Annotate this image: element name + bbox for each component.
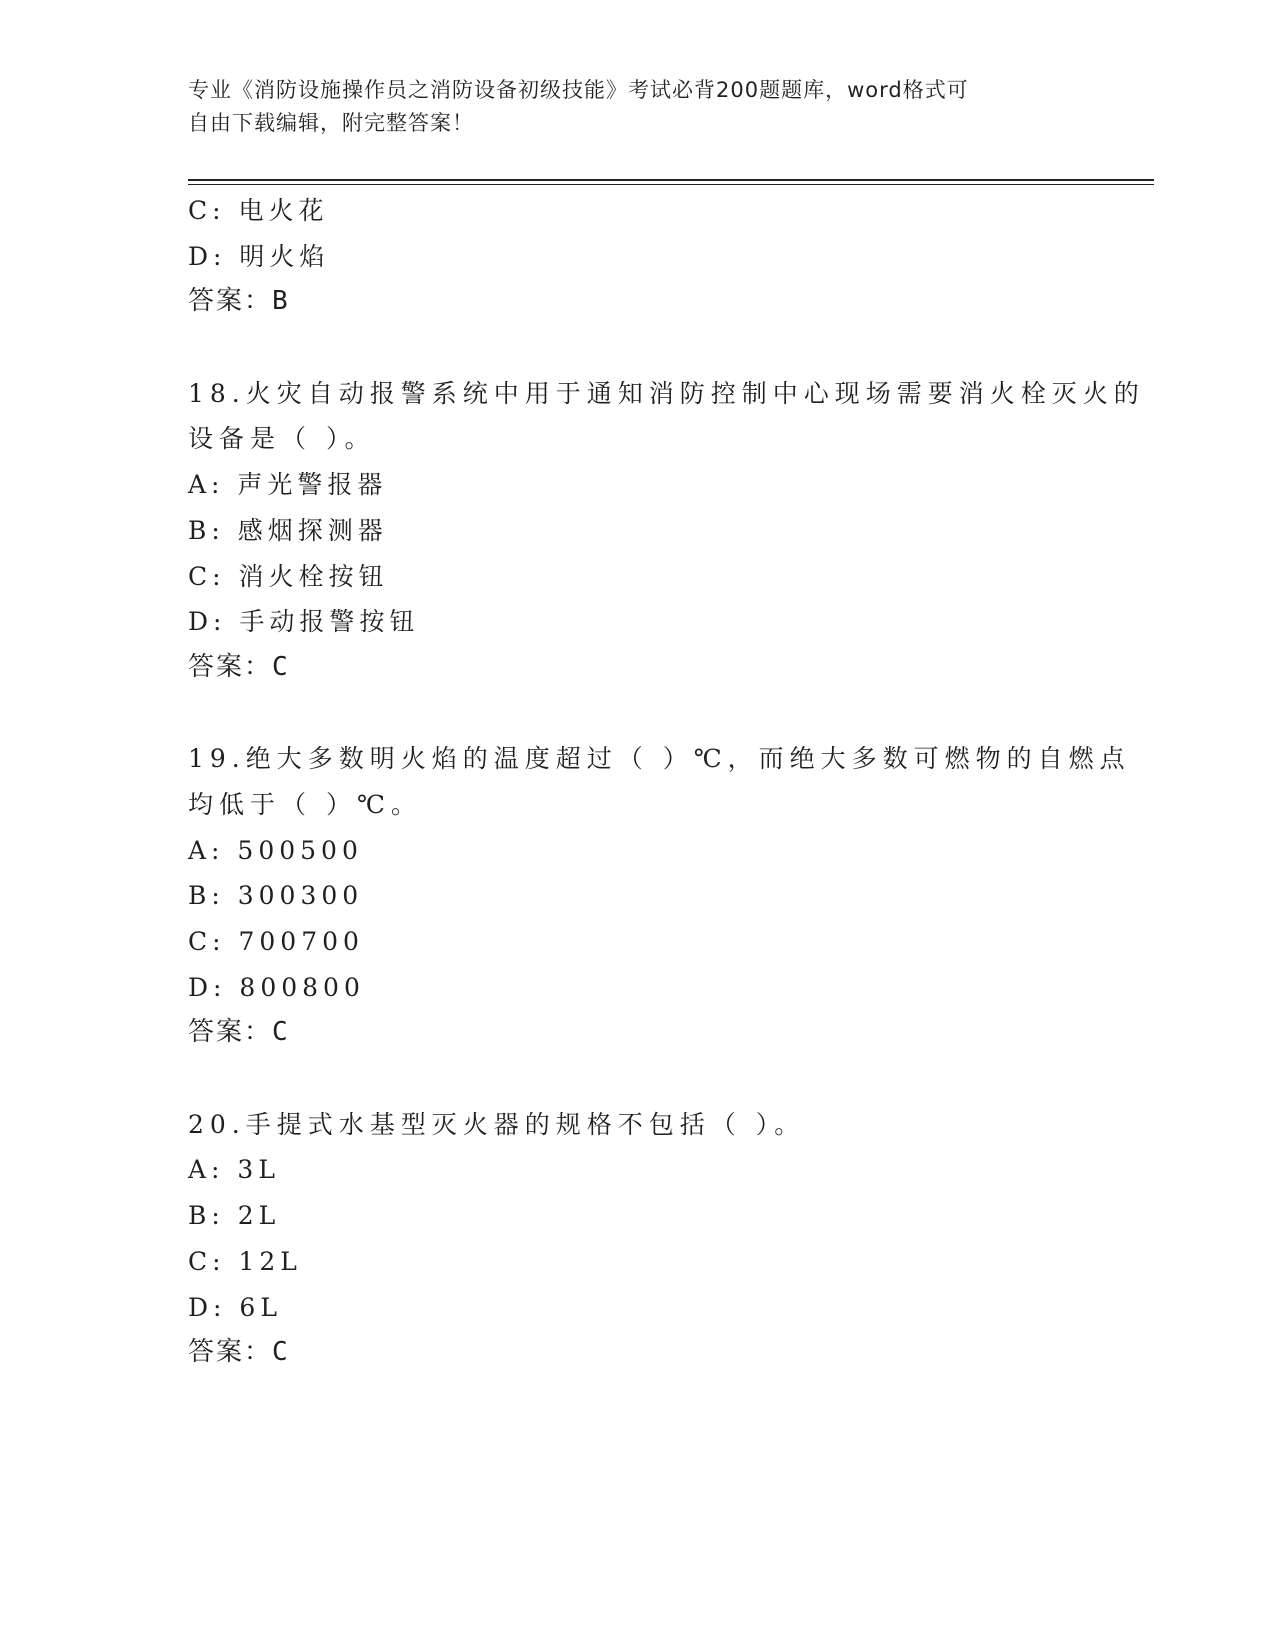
question-stem: 18.火灾自动报警系统中用于通知消防控制中心现场需要消火栓灭火的 [188,378,1145,408]
question-stem-cont: 均低于（ ）℃。 [188,789,422,819]
option-a: A: 3L [188,1155,280,1185]
option-c: C: 12L [188,1246,302,1276]
answer: 答案：C [188,1017,290,1048]
prev-option-c: C: 电火花 [188,196,329,225]
option-d: D: 6L [188,1292,282,1322]
question-19 [188,736,1131,1056]
option-c: C: 消火栓按钮 [188,561,389,591]
spacer [188,1056,1088,1102]
option-c: C: 700700 [188,927,364,956]
option-d: D: 800800 [188,972,365,1002]
option-b: B: 感烟探测器 [188,515,388,545]
question-stem-cont: 设备是（ ）。 [188,424,376,454]
option-d: D: 手动报警按钮 [188,607,420,637]
question-20 [188,1102,1088,1376]
question-18 [188,371,1145,691]
question-stem: 19.绝大多数明火焰的温度超过（ ）℃，而绝大多数可燃物的自燃点 [188,744,1131,774]
header-rule-thick [188,179,1154,181]
question-list [188,188,1145,1376]
prev-answer: 答案：B [188,286,290,317]
answer: 答案：C [188,1337,290,1368]
question-stem: 20.手提式水基型灭火器的规格不包括（ ）。 [188,1109,806,1139]
option-b: B: 2L [188,1201,281,1231]
header-line-1: 专业《消防设施操作员之消防设备初级技能》考试必背200题题库，word格式可 [188,78,969,102]
spacer [188,325,1088,371]
answer: 答案：C [188,651,290,682]
option-b: B: 300300 [188,881,364,911]
option-a: A: 500500 [188,835,363,865]
header-rule-thin [188,184,1154,185]
document-header [188,74,1068,140]
header-line-2: 自由下载编辑，附完整答案！ [188,111,474,135]
prev-option-d: D: 明火焰 [188,241,330,271]
spacer [188,691,1088,737]
option-a: A: 声光警报器 [188,470,388,500]
